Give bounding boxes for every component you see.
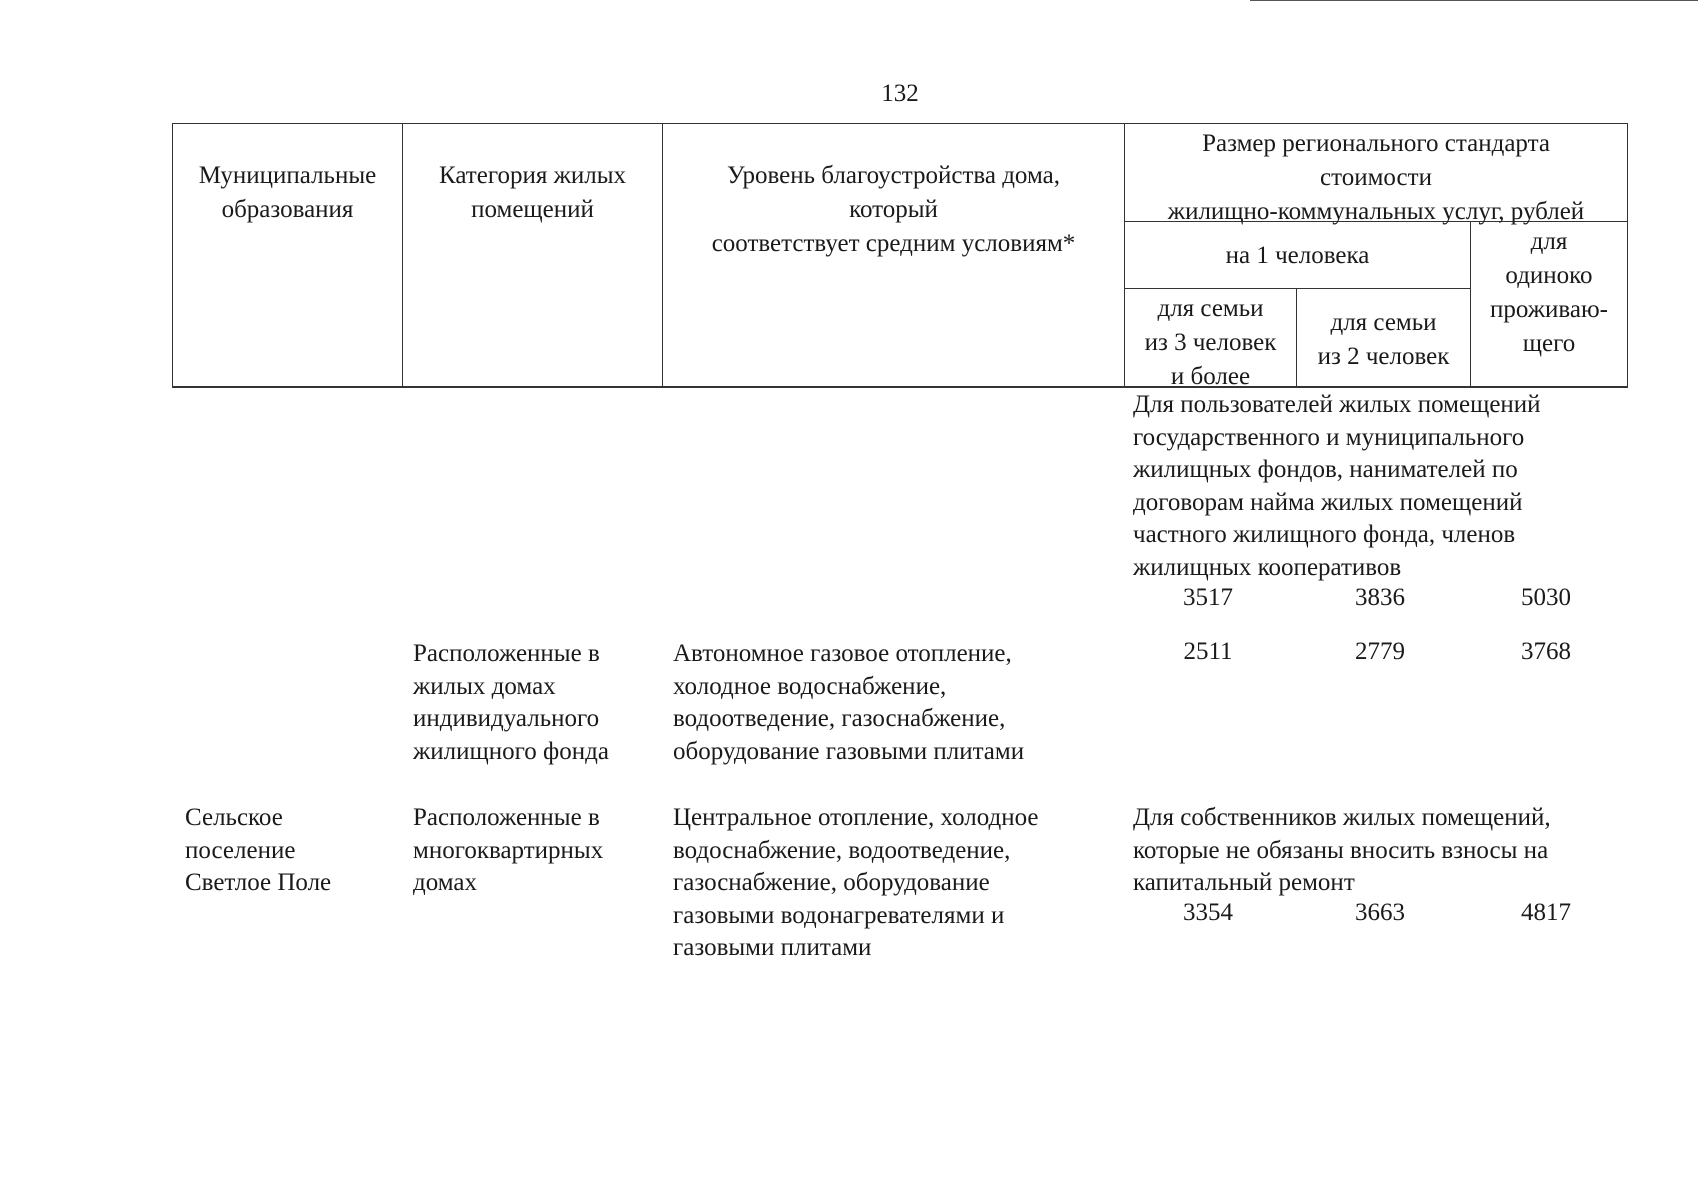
header-municipal: Муниципальные образования [173,124,403,387]
value-single: 3768 [1521,638,1571,665]
value-family3: 3354 [1183,899,1233,926]
value-family2: 2779 [1355,638,1405,665]
header-single: для одиноко проживаю- щего [1471,222,1627,387]
header-category: Категория жилых помещений [403,124,663,387]
row2-level: Автономное газовое отопление, холодное водоснабжение, водоотведение, газоснабжение, оборудование газовыми плитами [673,640,1025,765]
table-header [172,123,1628,388]
row2-category: Расположенные в жилых домах индивидуального жилищного фонда [413,640,609,765]
value-single: 4817 [1521,899,1571,926]
row3-category: Расположенные в многоквартирных домах [413,804,604,896]
header-family3: для семьи из 3 человек и более [1125,289,1297,387]
value-single: 5030 [1521,584,1571,611]
note-owners: Для собственников жилых помещений, которые не обязаны вносить взносы на капитальный ремонт [1133,804,1551,896]
row3-municipal: Сельское поселение Светлое Поле [185,804,332,896]
header-per-person: на 1 человека [1125,222,1471,289]
header-standard: Размер регионального стандарта стоимости жилищно-коммунальных услуг, рублей [1125,124,1627,222]
page-number: 132 [881,80,919,107]
header-family2: для семьи из 2 человек [1297,289,1471,387]
header-level: Уровень благоустройства дома, который соответствует средним условиям* [663,124,1125,387]
value-family3: 3517 [1183,584,1233,611]
value-family2: 3836 [1355,584,1405,611]
note-tenants: Для пользователей жилых помещений государственного и муниципального жилищных фондов, нанимателей по договорам найма жилых помещений частного жилищного фонда, членов жилищных кооперативов [1133,391,1541,581]
value-family2: 3663 [1355,899,1405,926]
value-family3: 2511 [1183,638,1233,665]
row3-level: Центральное отопление, холодное водоснабжение, водоотведение, газоснабжение, оборудование газовыми водонагревателями и газовыми плитами [673,804,1039,961]
top-rule [1250,0,1698,1]
